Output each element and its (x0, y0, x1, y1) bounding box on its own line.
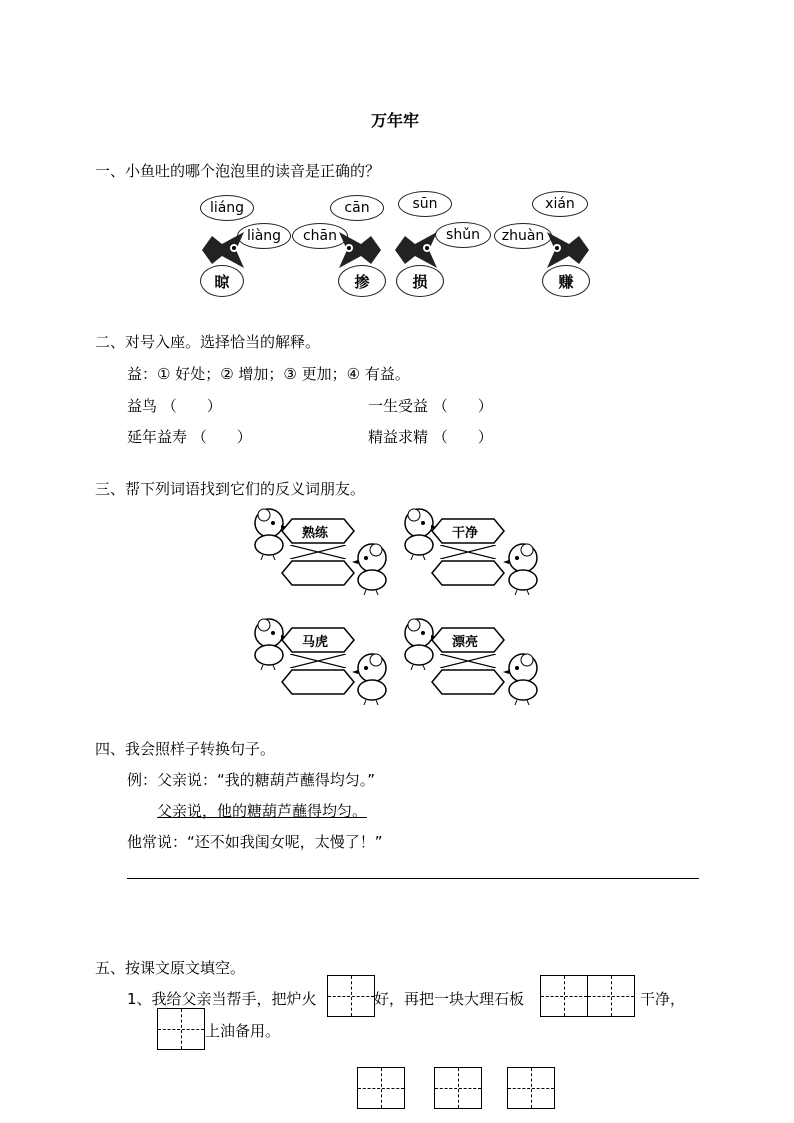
chick-icon (503, 650, 543, 705)
page-title: 万年牢 (371, 111, 420, 130)
antonym-word: 干净 (452, 526, 479, 541)
star-frame-icon (280, 557, 356, 589)
char-grid-box[interactable] (587, 975, 635, 1017)
match-item[interactable]: 益鸟 （ ） (127, 397, 222, 415)
star-frame-icon (430, 666, 506, 698)
match-item[interactable]: 延年益寿 （ ） (127, 428, 252, 446)
chick-icon (503, 540, 543, 595)
chick-icon (352, 650, 392, 705)
char-grid-box[interactable] (540, 975, 588, 1017)
example-answer: 父亲说，他的糖葫芦蘸得均匀。 (157, 802, 368, 820)
character-bubble: 掺 (338, 265, 386, 297)
antonym-word: 漂亮 (452, 635, 479, 650)
character-bubble: 赚 (542, 265, 590, 297)
pinyin-bubble[interactable]: xián (532, 191, 588, 217)
chick-icon (352, 540, 392, 595)
character-bubble: 晾 (200, 265, 244, 297)
char-grid-box[interactable] (434, 1067, 482, 1109)
pinyin-bubble[interactable]: liáng (200, 195, 254, 221)
pinyin-bubble[interactable]: zhuàn (494, 223, 552, 249)
pinyin-bubble[interactable]: sūn (398, 191, 452, 217)
antonym-word: 熟练 (302, 526, 329, 541)
fill-text: 好，再把一块大理石板 (374, 990, 525, 1008)
section3-heading: 三、帮下列词语找到它们的反义词朋友。 (95, 480, 366, 498)
character-bubble: 损 (396, 265, 444, 297)
pinyin-bubble[interactable]: shǔn (435, 222, 491, 248)
char-grid-box[interactable] (157, 1008, 205, 1050)
section2-heading: 二、对号入座。选择恰当的解释。 (95, 333, 321, 351)
char-grid-box[interactable] (327, 975, 375, 1017)
pinyin-bubble[interactable]: liàng (237, 223, 291, 249)
fill-text: 1、我给父亲当帮手，把炉火 (127, 990, 317, 1008)
fill-text: 干净， (640, 990, 686, 1008)
char-grid-box[interactable] (507, 1067, 555, 1109)
antonym-word: 马虎 (302, 635, 329, 650)
section1-heading: 一、小鱼吐的哪个泡泡里的读音是正确的？ (95, 162, 381, 180)
pinyin-bubble[interactable]: cān (330, 195, 384, 221)
match-item[interactable]: 精益求精 （ ） (368, 428, 493, 446)
answer-line[interactable] (127, 878, 699, 879)
section4-heading: 四、我会照样子转换句子。 (95, 740, 276, 758)
star-frame-icon (280, 666, 356, 698)
question-sentence: 他常说：“还不如我闺女呢，太慢了！” (127, 833, 383, 851)
section5-heading: 五、按课文原文填空。 (95, 959, 246, 977)
char-grid-box[interactable] (357, 1067, 405, 1109)
definition-text: 益：① 好处；② 增加；③ 更加；④ 有益。 (127, 365, 410, 383)
star-frame-icon (430, 557, 506, 589)
match-item[interactable]: 一生受益 （ ） (368, 397, 493, 415)
example-sentence: 例：父亲说：“我的糖葫芦蘸得均匀。” (127, 771, 376, 789)
pinyin-bubble[interactable]: chān (292, 223, 348, 249)
fill-text: 上油备用。 (205, 1022, 281, 1040)
